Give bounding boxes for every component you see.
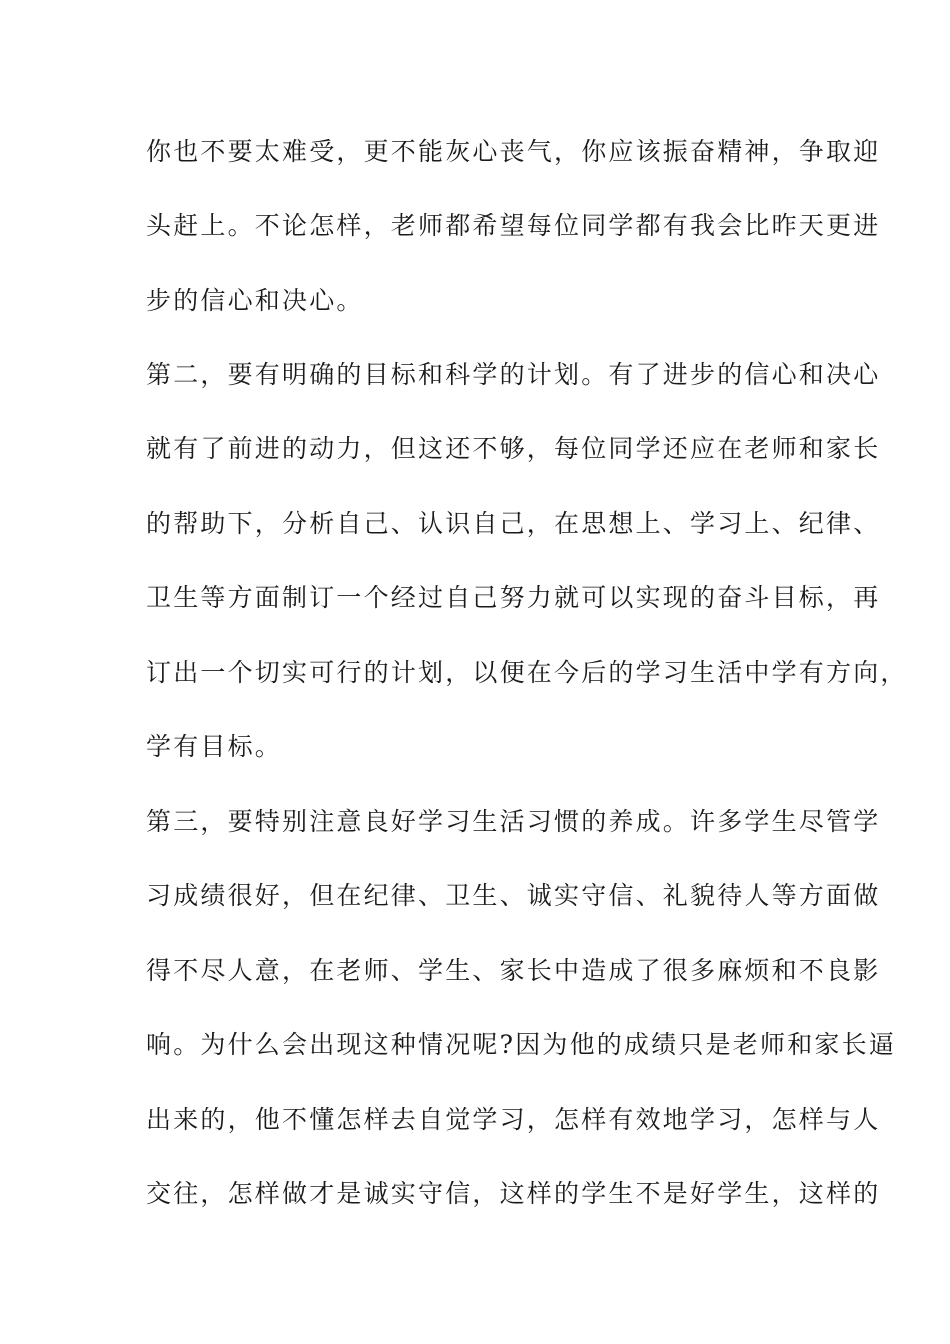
text-line: 学有目标。 xyxy=(146,732,283,761)
text-line: 你也不要太难受，更不能灰心丧气，你应该振奋精神，争取迎 xyxy=(146,137,881,166)
text-line: 出来的，他不懂怎样去自觉学习，怎样有效地学习，怎样与人 xyxy=(146,1105,881,1134)
text-line: 头赶上。不论怎样，老师都希望每位同学都有我会比昨天更进 xyxy=(146,211,881,240)
text-line: 第二，要有明确的目标和科学的计划。有了进步的信心和决心 xyxy=(146,360,881,389)
text-line: 习成绩很好，但在纪律、卫生、诚实守信、礼貌待人等方面做 xyxy=(146,881,881,910)
text-line: 得不尽人意，在老师、学生、家长中造成了很多麻烦和不良影 xyxy=(146,956,881,985)
text-line: 就有了前进的动力，但这还不够，每位同学还应在老师和家长 xyxy=(146,434,881,463)
text-line: 订出一个切实可行的计划，以便在今后的学习生活中学有方向， xyxy=(146,658,908,687)
text-line: 交往，怎样做才是诚实守信，这样的学生不是好学生，这样的 xyxy=(146,1179,881,1208)
text-line: 第三，要特别注意良好学习生活习惯的养成。许多学生尽管学 xyxy=(146,807,881,836)
text-line: 卫生等方面制订一个经过自己努力就可以实现的奋斗目标，再 xyxy=(146,583,881,612)
text-line: 响。为什么会出现这种情况呢?因为他的成绩只是老师和家长逼 xyxy=(146,1030,897,1059)
text-line: 的帮助下，分析自己、认识自己，在思想上、学习上、纪律、 xyxy=(146,509,881,538)
text-line: 步的信心和决心。 xyxy=(146,286,364,315)
